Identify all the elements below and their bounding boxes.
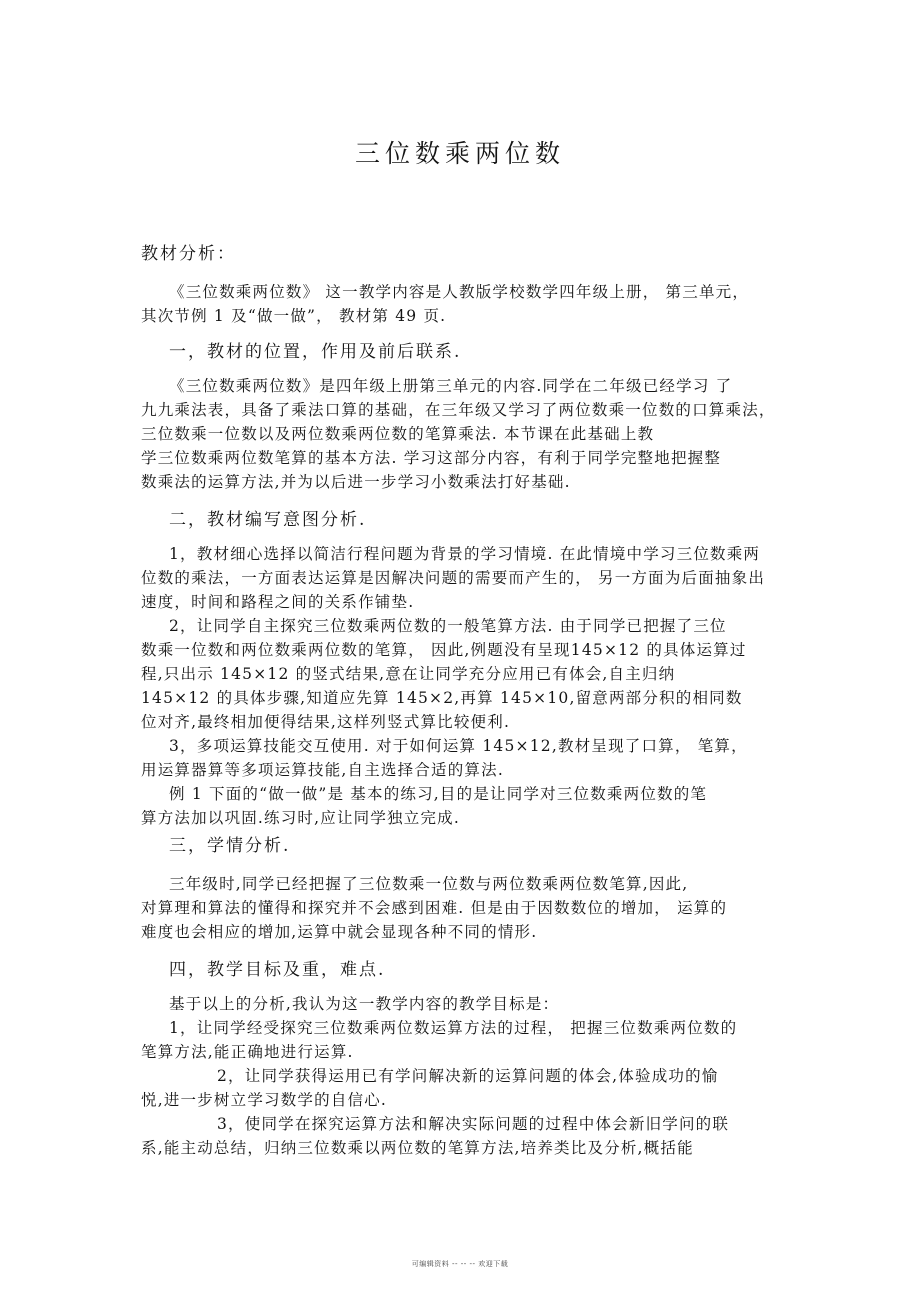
heading-4: 四，教学目标及重，难点.	[169, 960, 386, 980]
text-line: 速度，时间和路程之间的关系作铺垫.	[141, 593, 415, 611]
text-line: 《三位数乘两位数》 这一教学内容是人教版学校数学四年级上册， 第三单元，	[169, 283, 750, 301]
text-line: 2，让同学获得运用已有学问解决新的运算问题的体会,体验成功的愉	[217, 1067, 719, 1085]
text-line: 位对齐,最终相加便得结果,这样列竖式算比较便利.	[141, 713, 511, 731]
page-title: 三位数乘两位数	[354, 139, 565, 168]
paragraph-1	[141, 374, 781, 494]
text-line: 系,能主动总结，归纳三位数乘以两位数的笔算方法,培养类比及分析,概括能	[141, 1139, 694, 1157]
heading-2: 二，教材编写意图分析.	[169, 510, 367, 530]
heading-3: 三，学情分析.	[169, 836, 291, 856]
heading-1-block	[141, 340, 781, 364]
text-line: 《三位数乘两位数》是四年级上册第三单元的内容.同学在二年级已经学习 了	[169, 377, 733, 395]
text-line: 难度也会相应的增加,运算中就会显现各种不同的情形.	[141, 923, 538, 941]
text-line: 悦,进一步树立学习数学的自信心.	[141, 1091, 388, 1109]
section-label-block	[141, 242, 781, 266]
text-line: 程,只出示 145×12 的竖式结果,意在让同学充分应用已有体会,自主归纳	[141, 665, 676, 683]
heading-4-block	[141, 958, 781, 982]
heading-3-block	[141, 834, 781, 858]
heading-1: 一，教材的位置，作用及前后联系.	[169, 342, 462, 362]
text-line: 3，多项运算技能交互使用. 对于如何运算 145×12,教材呈现了口算， 笔算，	[169, 737, 748, 755]
paragraph-2	[141, 542, 781, 830]
page-footer: 可编辑资料 -- -- -- 欢迎下载	[411, 1260, 509, 1268]
section-label: 教材分析：	[141, 244, 236, 264]
text-line: 笔算方法,能正确地进行运算.	[141, 1043, 354, 1061]
text-line: 用运算器算等多项运算技能,自主选择合适的算法.	[141, 761, 504, 779]
text-line: 其次节例 1 及“做一做”， 教材第 49 页.	[141, 307, 447, 325]
text-line: 数乘法的运算方法,并为以后进一步学习小数乘法打好基础.	[141, 473, 571, 491]
text-line: 九九乘法表，具备了乘法口算的基础，在三年级又学习了两位数乘一位数的口算乘法，	[141, 401, 776, 419]
intro-paragraph	[141, 280, 781, 328]
text-line: 三年级时,同学已经把握了三位数乘一位数与两位数乘两位数笔算,因此,	[169, 875, 689, 893]
text-line: 算方法加以巩固.练习时,应让同学独立完成.	[141, 809, 460, 827]
heading-2-block	[141, 508, 781, 532]
text-line: 位数的乘法，一方面表达运算是因解决问题的需要而产生的， 另一方面为后面抽象出	[141, 569, 766, 587]
text-line: 例 1 下面的“做一做”是 基本的练习,目的是让同学对三位数乘两位数的笔	[169, 785, 708, 803]
text-line: 基于以上的分析,我认为这一教学内容的教学目标是：	[169, 995, 560, 1013]
text-line: 对算理和算法的懂得和探究并不会感到困难. 但是由于因数数位的增加， 运算的	[141, 899, 728, 917]
text-line: 3，使同学在探究运算方法和解决实际问题的过程中体会新旧学问的联	[217, 1115, 730, 1133]
text-line: 学三位数乘两位数笔算的基本方法. 学习这部分内容，有利于同学完整地把握整	[141, 449, 722, 467]
text-line: 2，让同学自主探究三位数乘两位数的一般笔算方法. 由于同学已把握了三位	[169, 617, 727, 635]
text-line: 145×12 的具体步骤,知道应先算 145×2,再算 145×10,留意两部分积的相同数	[141, 689, 743, 707]
text-line: 数乘一位数和两位数乘两位数的笔算， 因此,例题没有呈现145×12 的具体运算过	[141, 641, 747, 659]
paragraph-4	[141, 992, 781, 1160]
paragraph-3	[141, 872, 781, 944]
text-line: 1，教材细心选择以简洁行程问题为背景的学习情境. 在此情境中学习三位数乘两	[169, 545, 761, 563]
text-line: 1，让同学经受探究三位数乘两位数运算方法的过程， 把握三位数乘两位数的	[169, 1019, 738, 1037]
text-line: 三位数乘一位数以及两位数乘两位数的笔算乘法. 本节课在此基础上教	[141, 425, 655, 443]
